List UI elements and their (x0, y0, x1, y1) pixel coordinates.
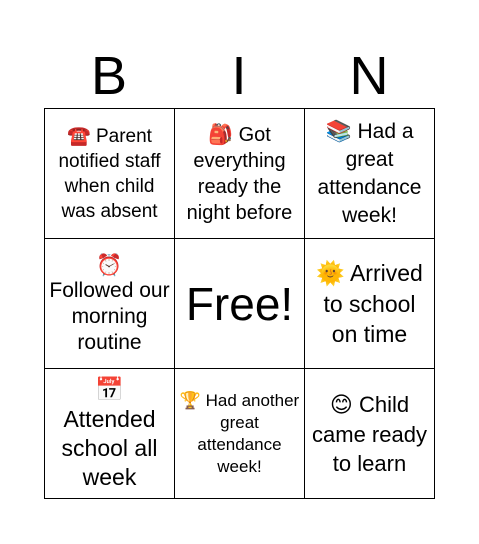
alarm-clock-icon: ⏰ (96, 252, 123, 277)
backpack-icon: 🎒 (208, 122, 234, 146)
bingo-cell[interactable] (175, 109, 305, 239)
cell-text: Child came ready to learn (312, 391, 427, 476)
cell-text: Parent notified staff when child was absent (58, 125, 161, 222)
free-space[interactable] (175, 239, 305, 369)
telephone-icon: ☎️ (67, 124, 91, 147)
cell-text: Had a great attendance week! (317, 120, 422, 227)
bingo-header (44, 44, 435, 108)
bingo-cell[interactable] (175, 369, 305, 498)
calendar-icon: 📅 (95, 376, 124, 403)
header-letter-b: B (90, 46, 128, 106)
free-space-label: Free! (185, 277, 294, 330)
header-letter-n: N (349, 46, 389, 106)
header-letter-i: I (231, 46, 247, 106)
trophy-icon: 🏆 (179, 390, 201, 411)
sun-icon: 🌞 (316, 261, 345, 287)
bingo-cell[interactable] (305, 369, 434, 498)
books-icon: 📚 (325, 119, 352, 143)
cell-text: Got everything ready the night before (186, 124, 293, 224)
cell-text: Attended school all week (61, 405, 158, 490)
bingo-cell[interactable] (45, 109, 175, 239)
bingo-cell[interactable] (305, 239, 434, 369)
bingo-cell[interactable] (45, 369, 175, 498)
cell-text: Arrived to school on time (323, 260, 423, 347)
bingo-cell[interactable] (45, 239, 175, 369)
cell-text: Followed our morning routine (49, 278, 170, 354)
smiley-icon: 😊 (329, 392, 353, 418)
bingo-card (44, 108, 435, 499)
cell-text: Had another great attendance week! (197, 390, 300, 476)
bingo-cell[interactable] (305, 109, 434, 239)
